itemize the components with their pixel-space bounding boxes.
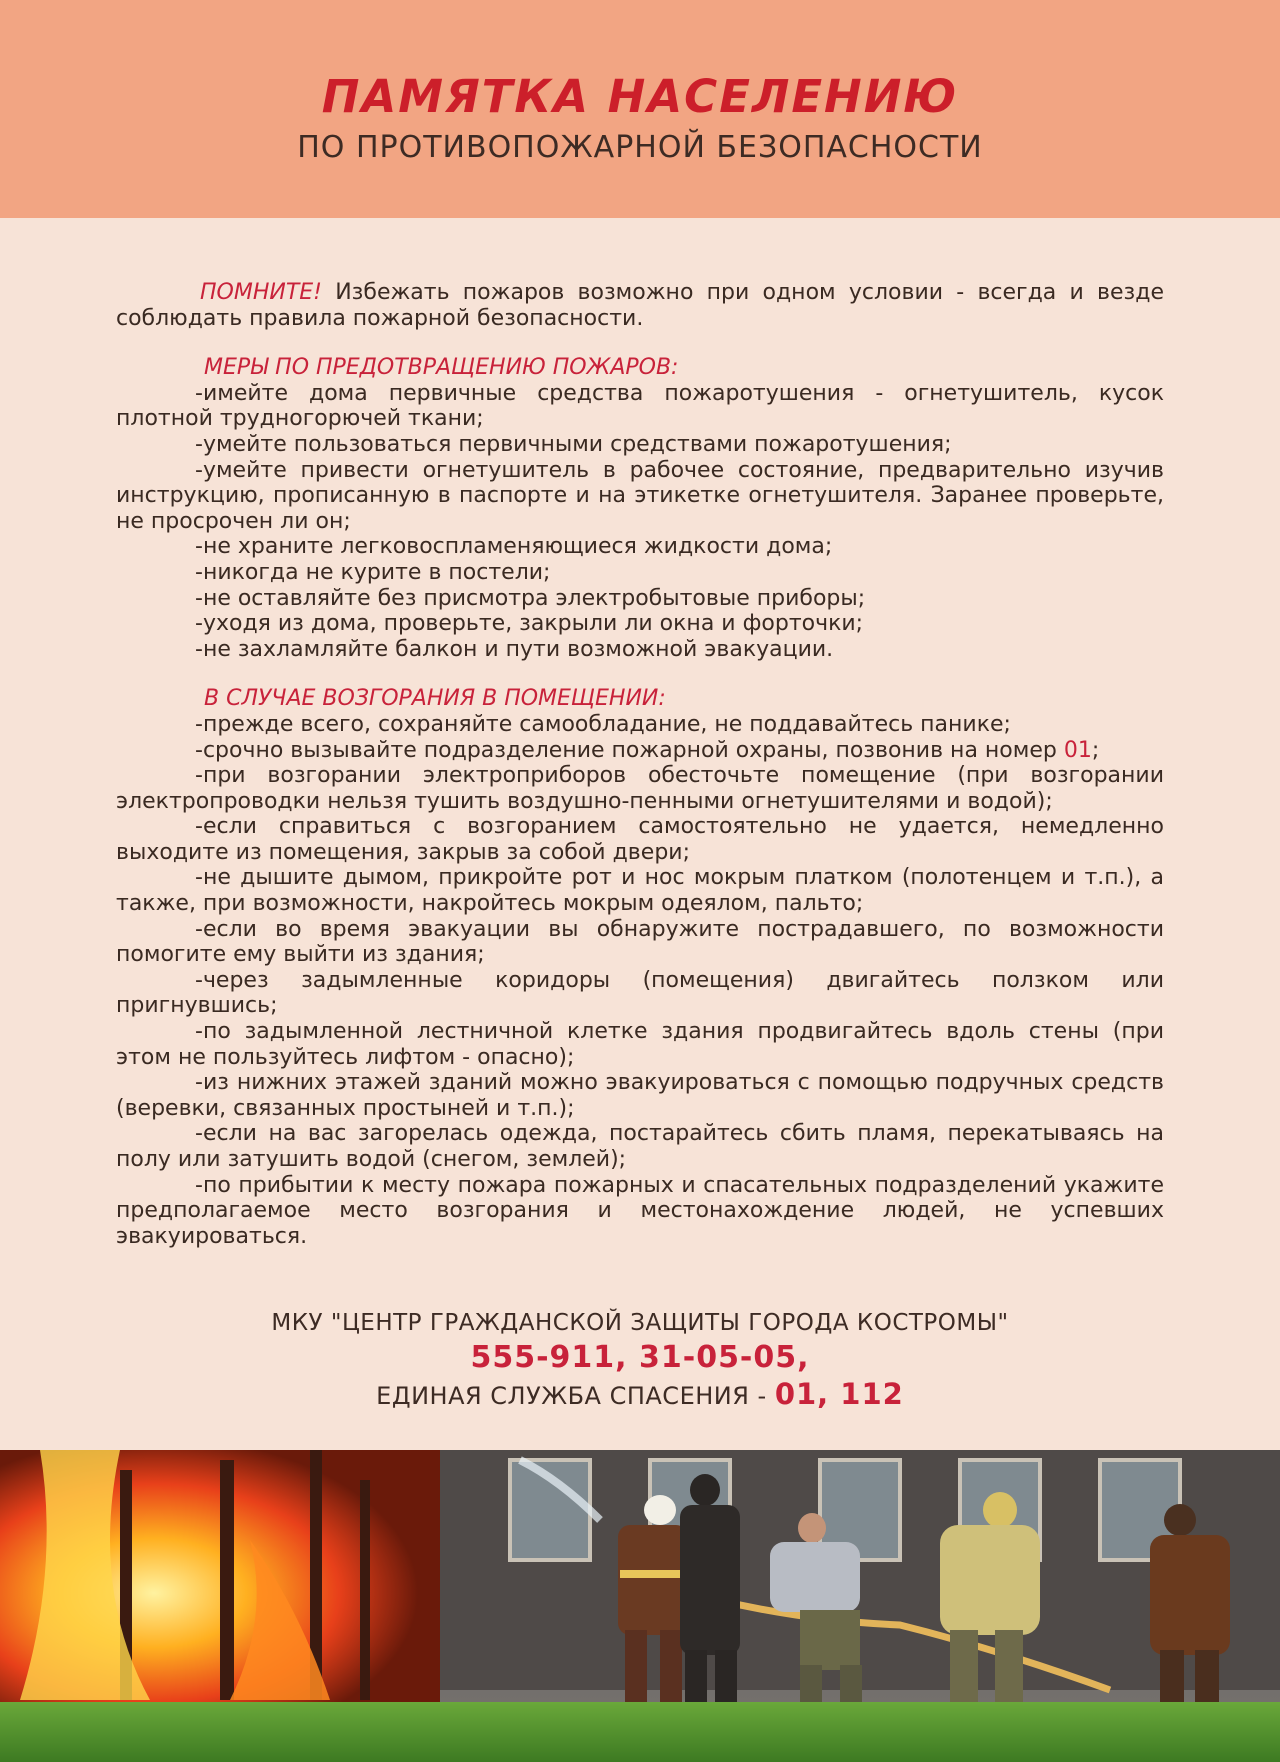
remember-label: ПОМНИТЕ! <box>200 280 322 305</box>
list-item: -никогда не курите в постели; <box>195 559 551 585</box>
rescue-numbers: 01, 112 <box>774 1377 904 1411</box>
firefighters-illustration <box>0 1450 1280 1762</box>
prevention-heading: МЕРЫ ПО ПРЕДОТВРАЩЕНИЮ ПОЖАРОВ: <box>204 355 679 381</box>
list-item: -не дышите дымом, прикройте рот и нос мокрым платком (полотенцем и т.п.), а также, при возможности, накройтесь мокрым одеялом, пальто; <box>116 865 1164 917</box>
list-item-text: -срочно вызывайте подразделение пожарной охраны, позвонив на номер <box>195 737 1064 763</box>
rescue-label: ЕДИНАЯ СЛУЖБА СПАСЕНИЯ - <box>376 1382 775 1410</box>
list-item: -имейте дома первичные средства пожаротушения - огнетушитель, кусок плотной трудногорючей ткани; <box>116 380 1164 432</box>
list-item: -не оставляйте без присмотра электробытовые приборы; <box>195 585 866 611</box>
rescue-service <box>0 1377 1280 1411</box>
contact-footer <box>0 1310 1280 1411</box>
phone-numbers: 555-911, 31-05-05, <box>470 1340 810 1375</box>
list-item: -прежде всего, сохраняйте самообладание, не поддавайтесь панике; <box>195 711 1011 737</box>
organization-name: МКУ "ЦЕНТР ГРАЖДАНСКОЙ ЗАЩИТЫ ГОРОДА КОСТРОМЫ" <box>271 1310 1009 1336</box>
emergency-number: 01 <box>1063 737 1092 763</box>
intro-text: Избежать пожаров возможно при одном условии - всегда и везде соблюдать правила пожарной безопасности. <box>116 280 1164 331</box>
list-item <box>116 738 1164 764</box>
list-item: -через задымленные коридоры (помещения) двигайтесь ползком или пригнувшись; <box>116 967 1164 1019</box>
intro-paragraph <box>116 280 1164 331</box>
list-item: -если на вас загорелась одежда, постарайтесь сбить пламя, перекатываясь на полу или затушить водой (снегом, землей); <box>116 1121 1164 1172</box>
list-item-text: ; <box>1091 737 1100 763</box>
list-item: -умейте пользоваться первичными средствами пожаротушения; <box>195 431 952 457</box>
list-item: -уходя из дома, проверьте, закрыли ли окна и форточки; <box>195 611 864 637</box>
page-title: ПАМЯТКА НАСЕЛЕНИЮ <box>321 70 959 123</box>
list-item: -по задымленной лестничной клетке здания продвигайтесь вдоль стены (при этом не пользуйтесь лифтом - опасно); <box>116 1019 1164 1070</box>
list-item: -если справиться с возгоранием самостоятельно не удается, немедленно выходите из помещения, закрыв за собой двери; <box>116 814 1164 865</box>
memo-body <box>116 280 1164 1249</box>
list-item: -по прибытии к месту пожара пожарных и спасательных подразделений укажите предполагаемое место возгорания и местонахождение людей, не успевших эвакуироваться. <box>116 1172 1164 1249</box>
prevention-list <box>116 381 1164 663</box>
page-subtitle: ПО ПРОТИВОПОЖАРНОЙ БЕЗОПАСНОСТИ <box>297 130 983 165</box>
list-item: -если во время эвакуации вы обнаружите пострадавшего, по возможности помогите ему выйти из здания; <box>116 916 1164 968</box>
list-item: -из нижних этажей зданий можно эвакуироваться с помощью подручных средств (веревки, связанных простыней и т.п.); <box>116 1070 1164 1121</box>
list-item: -не захламляйте балкон и пути возможной эвакуации. <box>195 636 834 662</box>
list-item: -при возгорании электроприборов обесточьте помещение (при возгорании электропроводки нельзя тушить воздушно-пенными огнетушителями и водой); <box>116 763 1164 814</box>
list-item: -умейте привести огнетушитель в рабочее состояние, предварительно изучив инструкцию, прописанную в паспорте и на этикетке огнетушителя. Заранее проверьте, не просрочен ли он; <box>116 457 1164 534</box>
fire-heading: В СЛУЧАЕ ВОЗГОРАНИЯ В ПОМЕЩЕНИИ: <box>204 686 666 712</box>
list-item: -не храните легковоспламеняющиеся жидкости дома; <box>195 534 833 560</box>
header-banner <box>0 0 1280 218</box>
firefighters-photo <box>0 1450 1280 1762</box>
fire-list <box>116 712 1164 1249</box>
